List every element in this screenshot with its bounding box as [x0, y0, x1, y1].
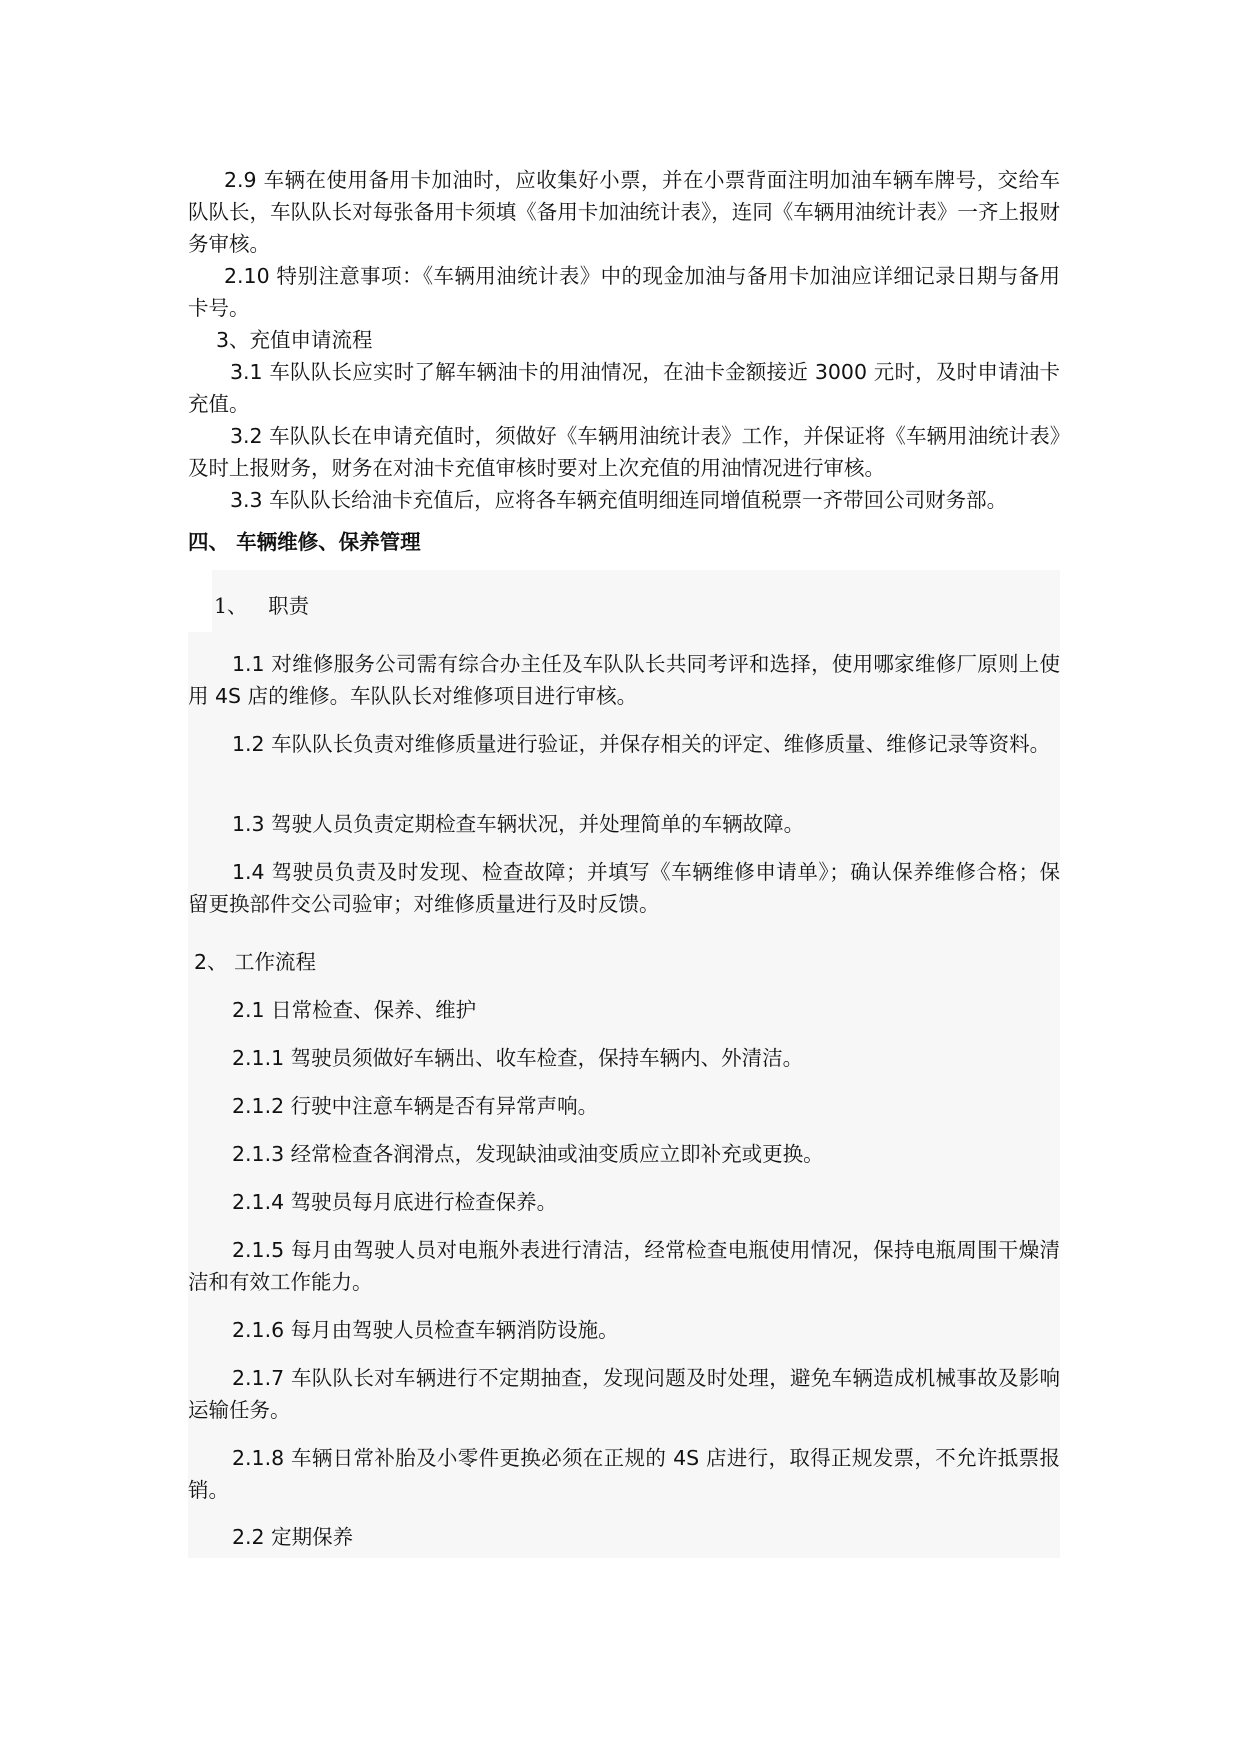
paragraph-2-1-8-block: [188, 1442, 1060, 1506]
paragraph-1-1: 1.1 对维修服务公司需有综合办主任及车队队长共同考评和选择，使用哪家维修厂原则上使用 4S 店的维修。车队队长对维修项目进行审核。: [188, 652, 1060, 708]
paragraph-3-1: 3.1 车队队长应实时了解车辆油卡的用油情况，在油卡金额接近 3000 元时，及时申请油卡充值。: [188, 360, 1060, 416]
paragraph-2-1-6: 2.1.6 每月由驾驶人员检查车辆消防设施。: [232, 1318, 619, 1342]
paragraph-2-2: 2.2 定期保养: [232, 1525, 354, 1549]
paragraph-2-1-2-block: [188, 1090, 1060, 1122]
paragraph-2-1-5: 2.1.5 每月由驾驶人员对电瓶外表进行清洁，经常检查电瓶使用情况，保持电瓶周围干燥清洁和有效工作能力。: [188, 1238, 1060, 1294]
paragraph-1-2: 1.2 车队队长负责对维修质量进行验证，并保存相关的评定、维修质量、维修记录等资料。: [232, 732, 1051, 756]
paragraph-2-1-4: 2.1.4 驾驶员每月底进行检查保养。: [232, 1190, 558, 1214]
paragraph-3-3: 3.3 车队队长给油卡充值后，应将各车辆充值明细连同增值税票一齐带回公司财务部。: [230, 488, 1008, 512]
paragraph-1-1-block: [188, 648, 1060, 712]
paragraph-1-4: 1.4 驾驶员负责及时发现、检查故障；并填写《车辆维修申请单》；确认保养维修合格；保留更换部件交公司验审；对维修质量进行及时反馈。: [188, 860, 1060, 916]
paragraph-2-1-3-block: [188, 1138, 1060, 1170]
paragraph-2-2-block: [188, 1521, 1060, 1553]
heading-1-number: 1、: [214, 594, 248, 618]
heading-3-recharge-process: 3、充值申请流程: [216, 328, 373, 352]
paragraph-1-2-block: [188, 728, 1060, 760]
paragraph-3-2: 3.2 车队队长在申请充值时，须做好《车辆用油统计表》工作，并保证将《车辆用油统计表》及时上报财务，财务在对油卡充值审核时要对上次充值的用油情况进行审核。: [188, 424, 1060, 480]
paragraph-2-1-1-block: [188, 1042, 1060, 1074]
paragraph-2-1-5-block: [188, 1234, 1060, 1298]
paragraph-2-1-block: [188, 994, 1060, 1026]
paragraph-2-1-4-block: [188, 1186, 1060, 1218]
shaded-notch: [188, 570, 212, 632]
heading-1-duties: [214, 590, 309, 622]
paragraph-2-1-7-block: [188, 1362, 1060, 1426]
heading-1-title: 职责: [268, 594, 310, 618]
paragraph-1-3: 1.3 驾驶人员负责定期检查车辆状况，并处理简单的车辆故障。: [232, 812, 805, 836]
paragraph-2-9: 2.9 车辆在使用备用卡加油时，应收集好小票，并在小票背面注明加油车辆车牌号，交给车队队长，车队队长对每张备用卡须填《备用卡加油统计表》，连同《车辆用油统计表》一齐上报财务审核。: [188, 168, 1060, 256]
paragraph-2-1-3: 2.1.3 经常检查各润滑点，发现缺油或油变质应立即补充或更换。: [232, 1142, 824, 1166]
section-four-heading: 四、 车辆维修、保养管理: [188, 530, 421, 554]
paragraph-2-10: 2.10 特别注意事项：《车辆用油统计表》中的现金加油与备用卡加油应详细记录日期与备用卡号。: [188, 264, 1060, 320]
heading-2-workflow: 2、 工作流程: [194, 950, 317, 974]
paragraph-2-1-6-block: [188, 1314, 1060, 1346]
paragraph-2-1-7: 2.1.7 车队队长对车辆进行不定期抽查，发现问题及时处理，避免车辆造成机械事故及影响运输任务。: [188, 1366, 1060, 1422]
paragraph-2-1-2: 2.1.2 行驶中注意车辆是否有异常声响。: [232, 1094, 599, 1118]
paragraph-2-1-1: 2.1.1 驾驶员须做好车辆出、收车检查，保持车辆内、外清洁。: [232, 1046, 804, 1070]
paragraph-2-1-8: 2.1.8 车辆日常补胎及小零件更换必须在正规的 4S 店进行，取得正规发票，不允许抵票报销。: [188, 1446, 1060, 1502]
paragraph-1-4-block: [188, 856, 1060, 920]
paragraph-2-1: 2.1 日常检查、保养、维护: [232, 998, 477, 1022]
paragraph-1-3-block: [188, 808, 1060, 840]
top-section: [188, 164, 1060, 516]
